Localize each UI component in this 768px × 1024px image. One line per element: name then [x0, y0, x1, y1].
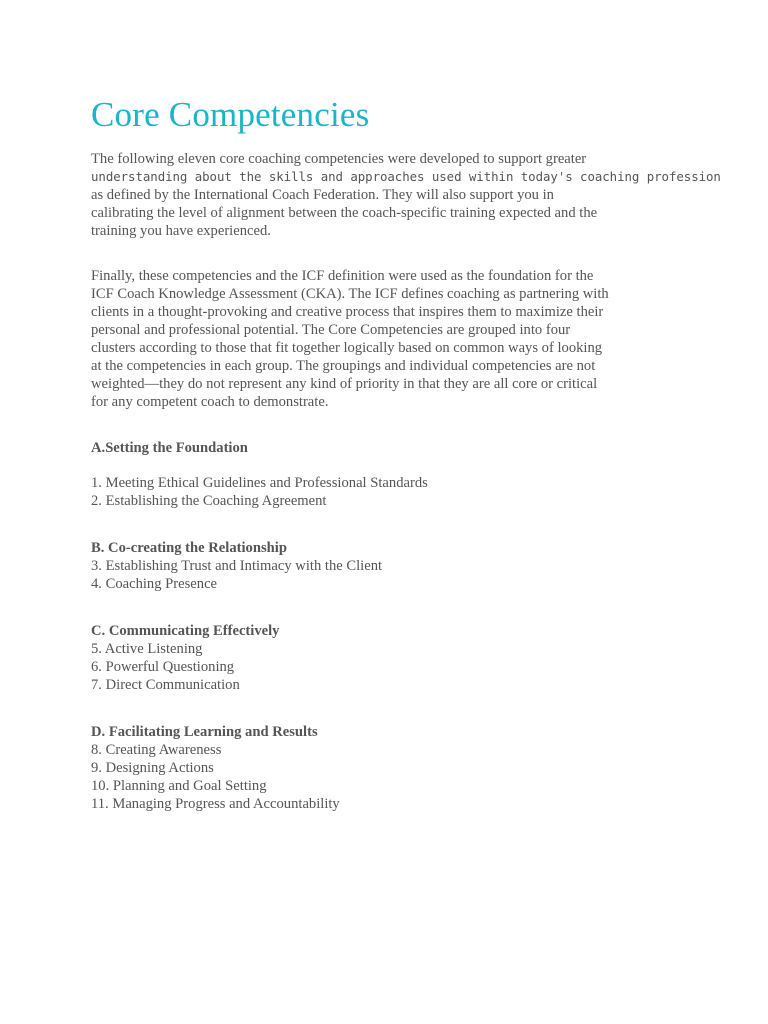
section-co-creating-the-relationship	[91, 539, 691, 593]
section-communicating-effectively	[91, 622, 691, 694]
intro-line: calibrating the level of alignment between the coach-specific training expected and the	[91, 205, 598, 221]
document-page	[91, 92, 721, 813]
definition-line: ICF Coach Knowledge Assessment (CKA). The ICF defines coaching as partnering with	[91, 286, 609, 302]
intro-line: as defined by the International Coach Federation. They will also support you in	[91, 187, 554, 203]
competency-item: 5. Active Listening	[91, 641, 203, 657]
competency-item: 9. Designing Actions	[91, 760, 214, 776]
definition-line: at the competencies in each group. The groupings and individual competencies are not	[91, 358, 596, 374]
definition-line: personal and professional potential. The Core Competencies are grouped into four	[91, 322, 571, 338]
section-heading: D. Facilitating Learning and Results	[91, 724, 318, 740]
section-heading: C. Communicating Effectively	[91, 623, 280, 639]
definition-line: weighted—they do not represent any kind of priority in that they are all core or critical	[91, 376, 598, 392]
competency-item: 7. Direct Communication	[91, 677, 240, 693]
competency-item: 3. Establishing Trust and Intimacy with the Client	[91, 558, 383, 574]
definition-line: clients in a thought-provoking and creative process that inspires them to maximize their	[91, 304, 604, 320]
competency-item: 6. Powerful Questioning	[91, 659, 235, 675]
definition-line: clusters according to those that fit together logically based on common ways of looking	[91, 340, 603, 356]
intro-line: understanding about the skills and approaches used within today's coaching profession	[91, 169, 721, 184]
intro-line: The following eleven core coaching competencies were developed to support greater	[91, 151, 587, 167]
intro-paragraph	[91, 150, 721, 240]
section-heading: A.Setting the Foundation	[91, 440, 248, 456]
definition-paragraph	[91, 267, 691, 411]
competency-item: 8. Creating Awareness	[91, 742, 222, 758]
page-title: Core Competencies	[91, 95, 370, 134]
section-facilitating-learning-and-results	[91, 723, 691, 813]
competency-item: 4. Coaching Presence	[91, 576, 218, 592]
competency-item: 2. Establishing the Coaching Agreement	[91, 493, 327, 509]
competency-item: 11. Managing Progress and Accountability	[91, 796, 340, 812]
competency-item: 1. Meeting Ethical Guidelines and Professional Standards	[91, 475, 428, 491]
definition-line: for any competent coach to demonstrate.	[91, 394, 329, 410]
section-heading: B. Co-creating the Relationship	[91, 540, 287, 556]
definition-line: Finally, these competencies and the ICF definition were used as the foundation for the	[91, 268, 594, 284]
competency-item: 10. Planning and Goal Setting	[91, 778, 267, 794]
section-setting-the-foundation	[91, 439, 691, 510]
competency-list	[91, 474, 691, 510]
intro-line: training you have experienced.	[91, 223, 271, 239]
